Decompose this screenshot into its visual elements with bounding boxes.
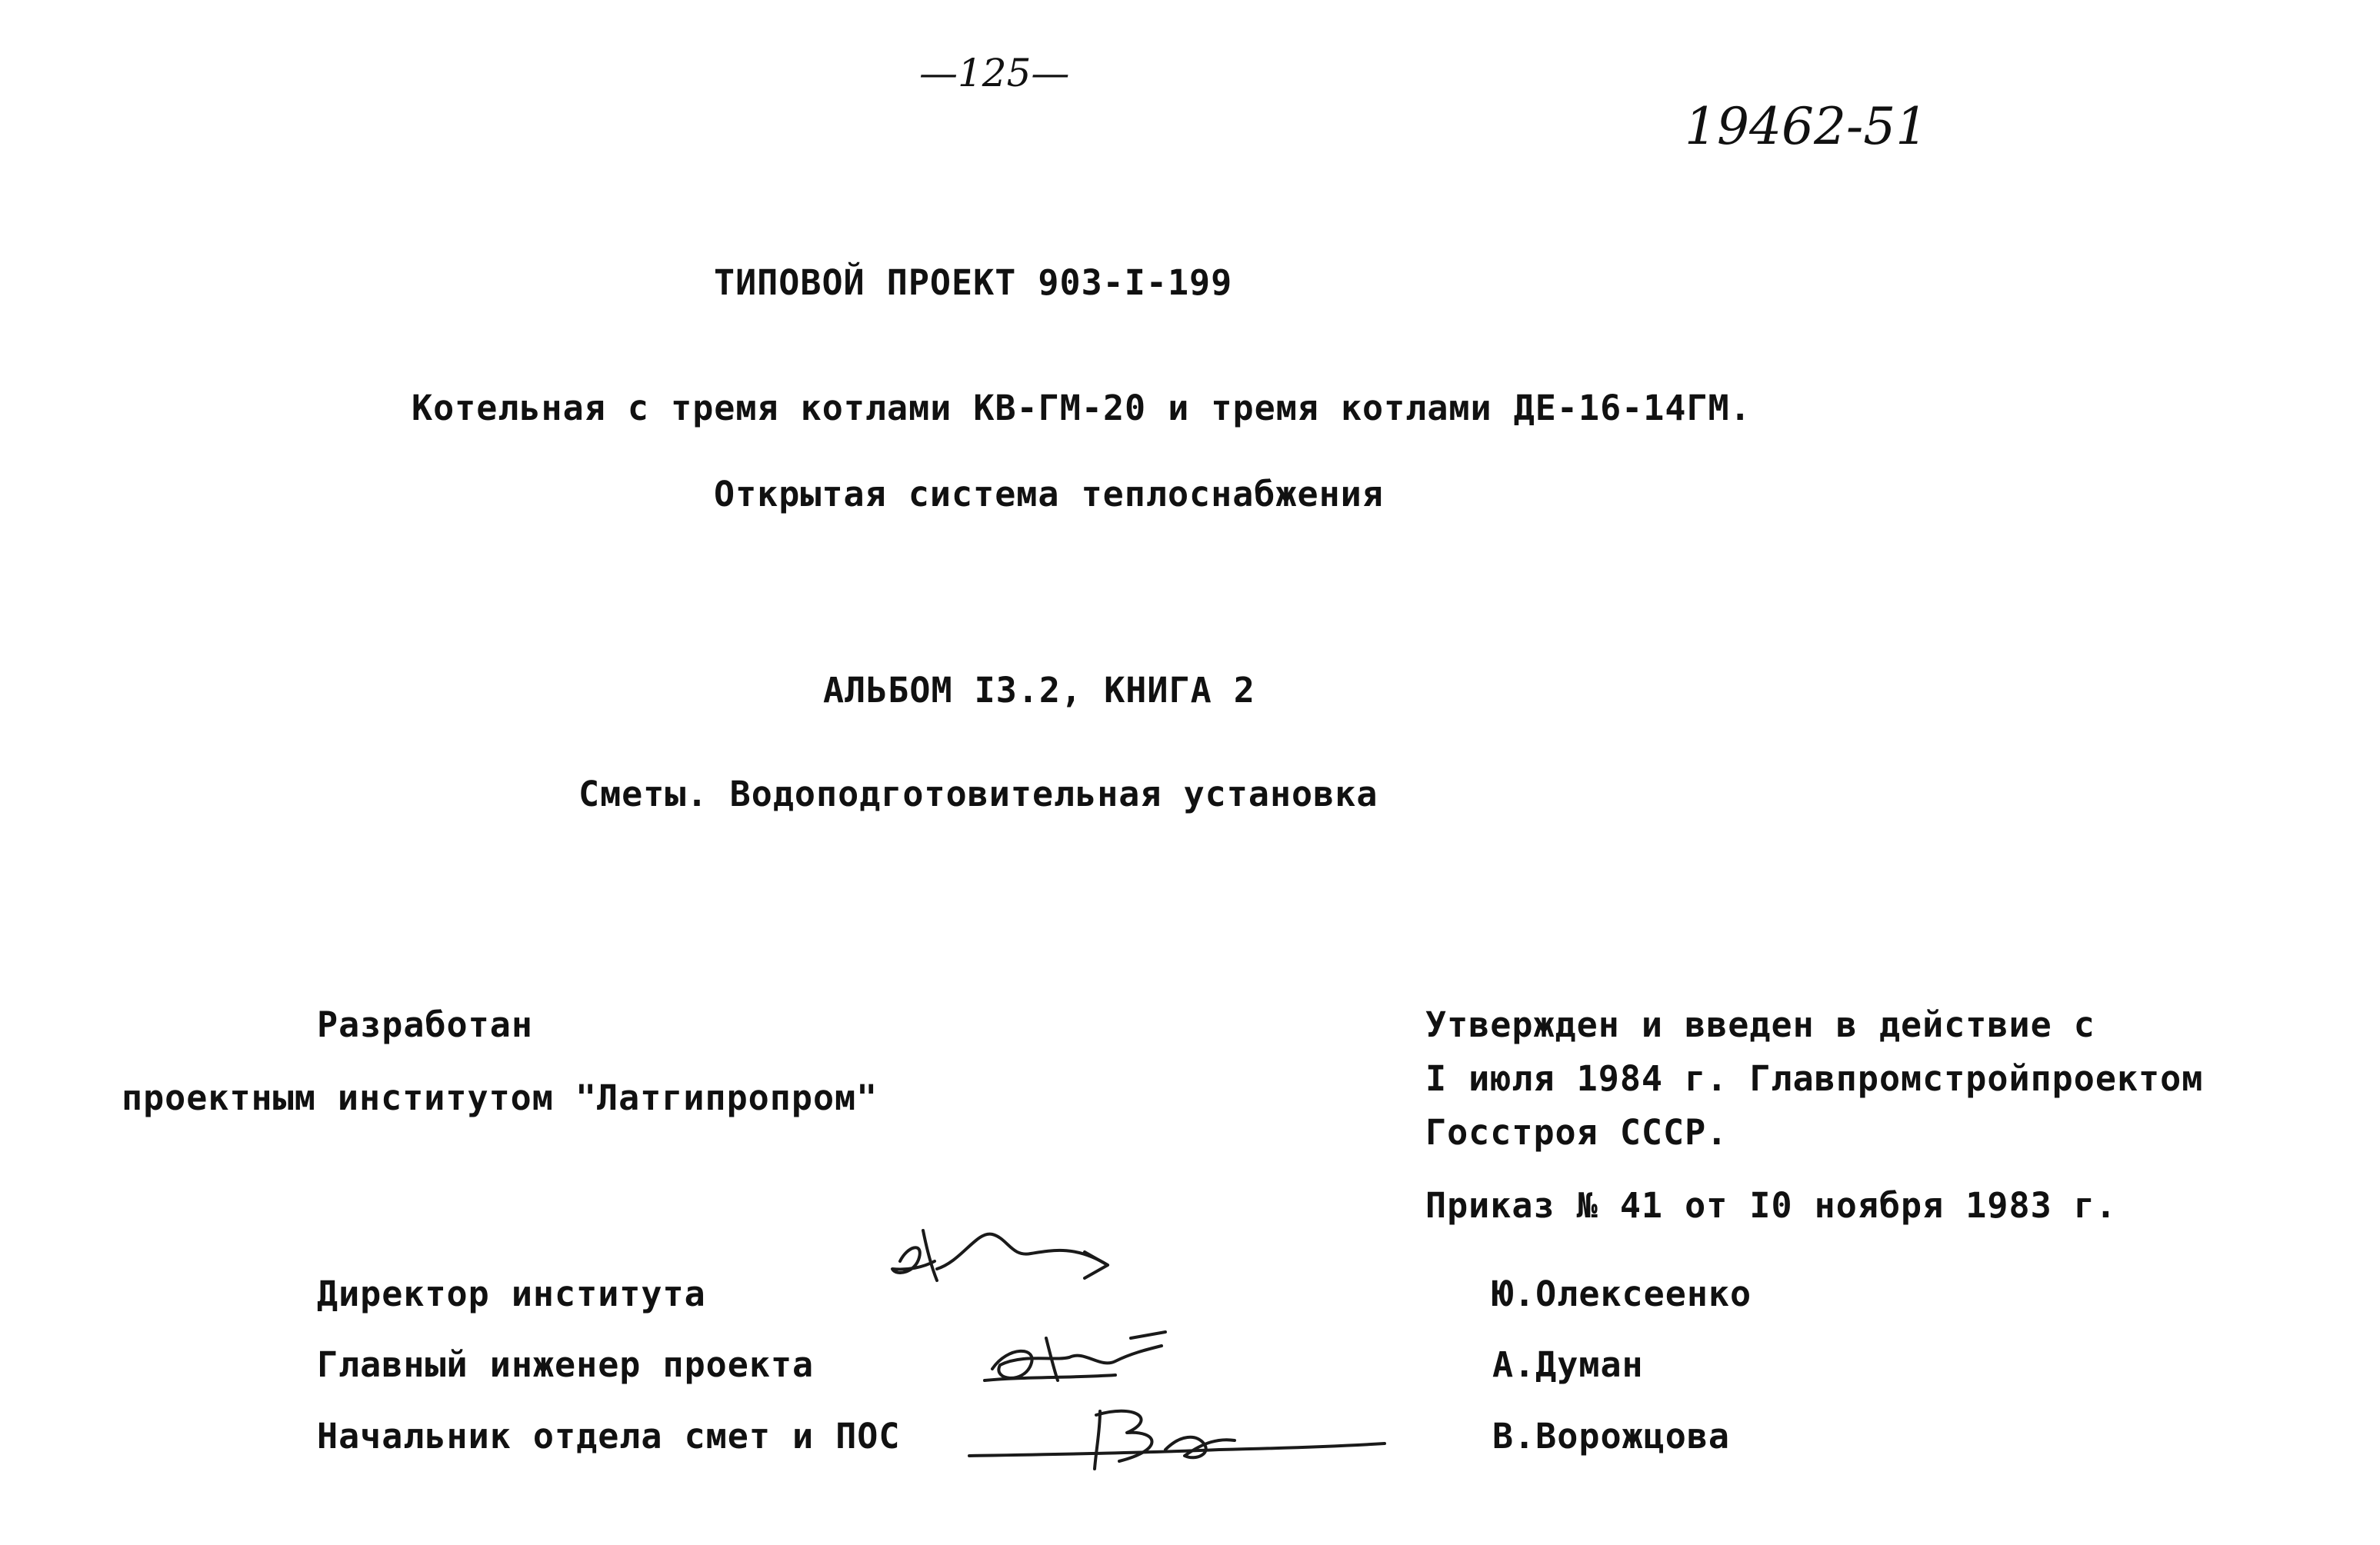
approval-line-2: I июля 1984 г. Главпромстройпроектом [1425, 1058, 2204, 1099]
developed-label: Разработан [317, 1004, 533, 1045]
approval-line-1: Утвержден и введен в действие с [1425, 1004, 2095, 1045]
signatory-position-estimates-head: Начальник отдела смет и ПОС [317, 1416, 901, 1457]
signature-director [877, 1215, 1123, 1300]
page-number: —125— [919, 51, 1070, 95]
project-description: Котельная с тремя котлами КВ-ГМ-20 и тремя котлами ДЕ-16-14ГМ. [412, 388, 1752, 428]
signatory-name-chief-engineer: А.Думан [1492, 1344, 1644, 1385]
heating-system: Открытая система теплоснабжения [714, 474, 1384, 514]
approval-line-3: Госстроя СССР. [1425, 1112, 1728, 1153]
album-title: АЛЬБОМ I3.2, КНИГА 2 [823, 670, 1255, 711]
project-title: ТИПОВОЙ ПРОЕКТ 903-I-199 [714, 262, 1233, 303]
section-title: Сметы. Водоподготовительная установка [578, 774, 1378, 814]
signatory-name-director: Ю.Олексеенко [1492, 1274, 1752, 1314]
developed-institute: проектным институтом "Латгипропром" [122, 1077, 878, 1118]
signature-chief-engineer [977, 1323, 1177, 1392]
signature-estimates-head [965, 1396, 1396, 1480]
signatory-position-director: Директор института [317, 1274, 706, 1314]
approval-order: Приказ № 41 от I0 ноября 1983 г. [1425, 1185, 2117, 1226]
signatory-position-chief-engineer: Главный инженер проекта [317, 1344, 815, 1385]
registration-number: 19462-51 [1685, 97, 1928, 156]
signatory-name-estimates-head: В.Ворожцова [1492, 1416, 1731, 1457]
